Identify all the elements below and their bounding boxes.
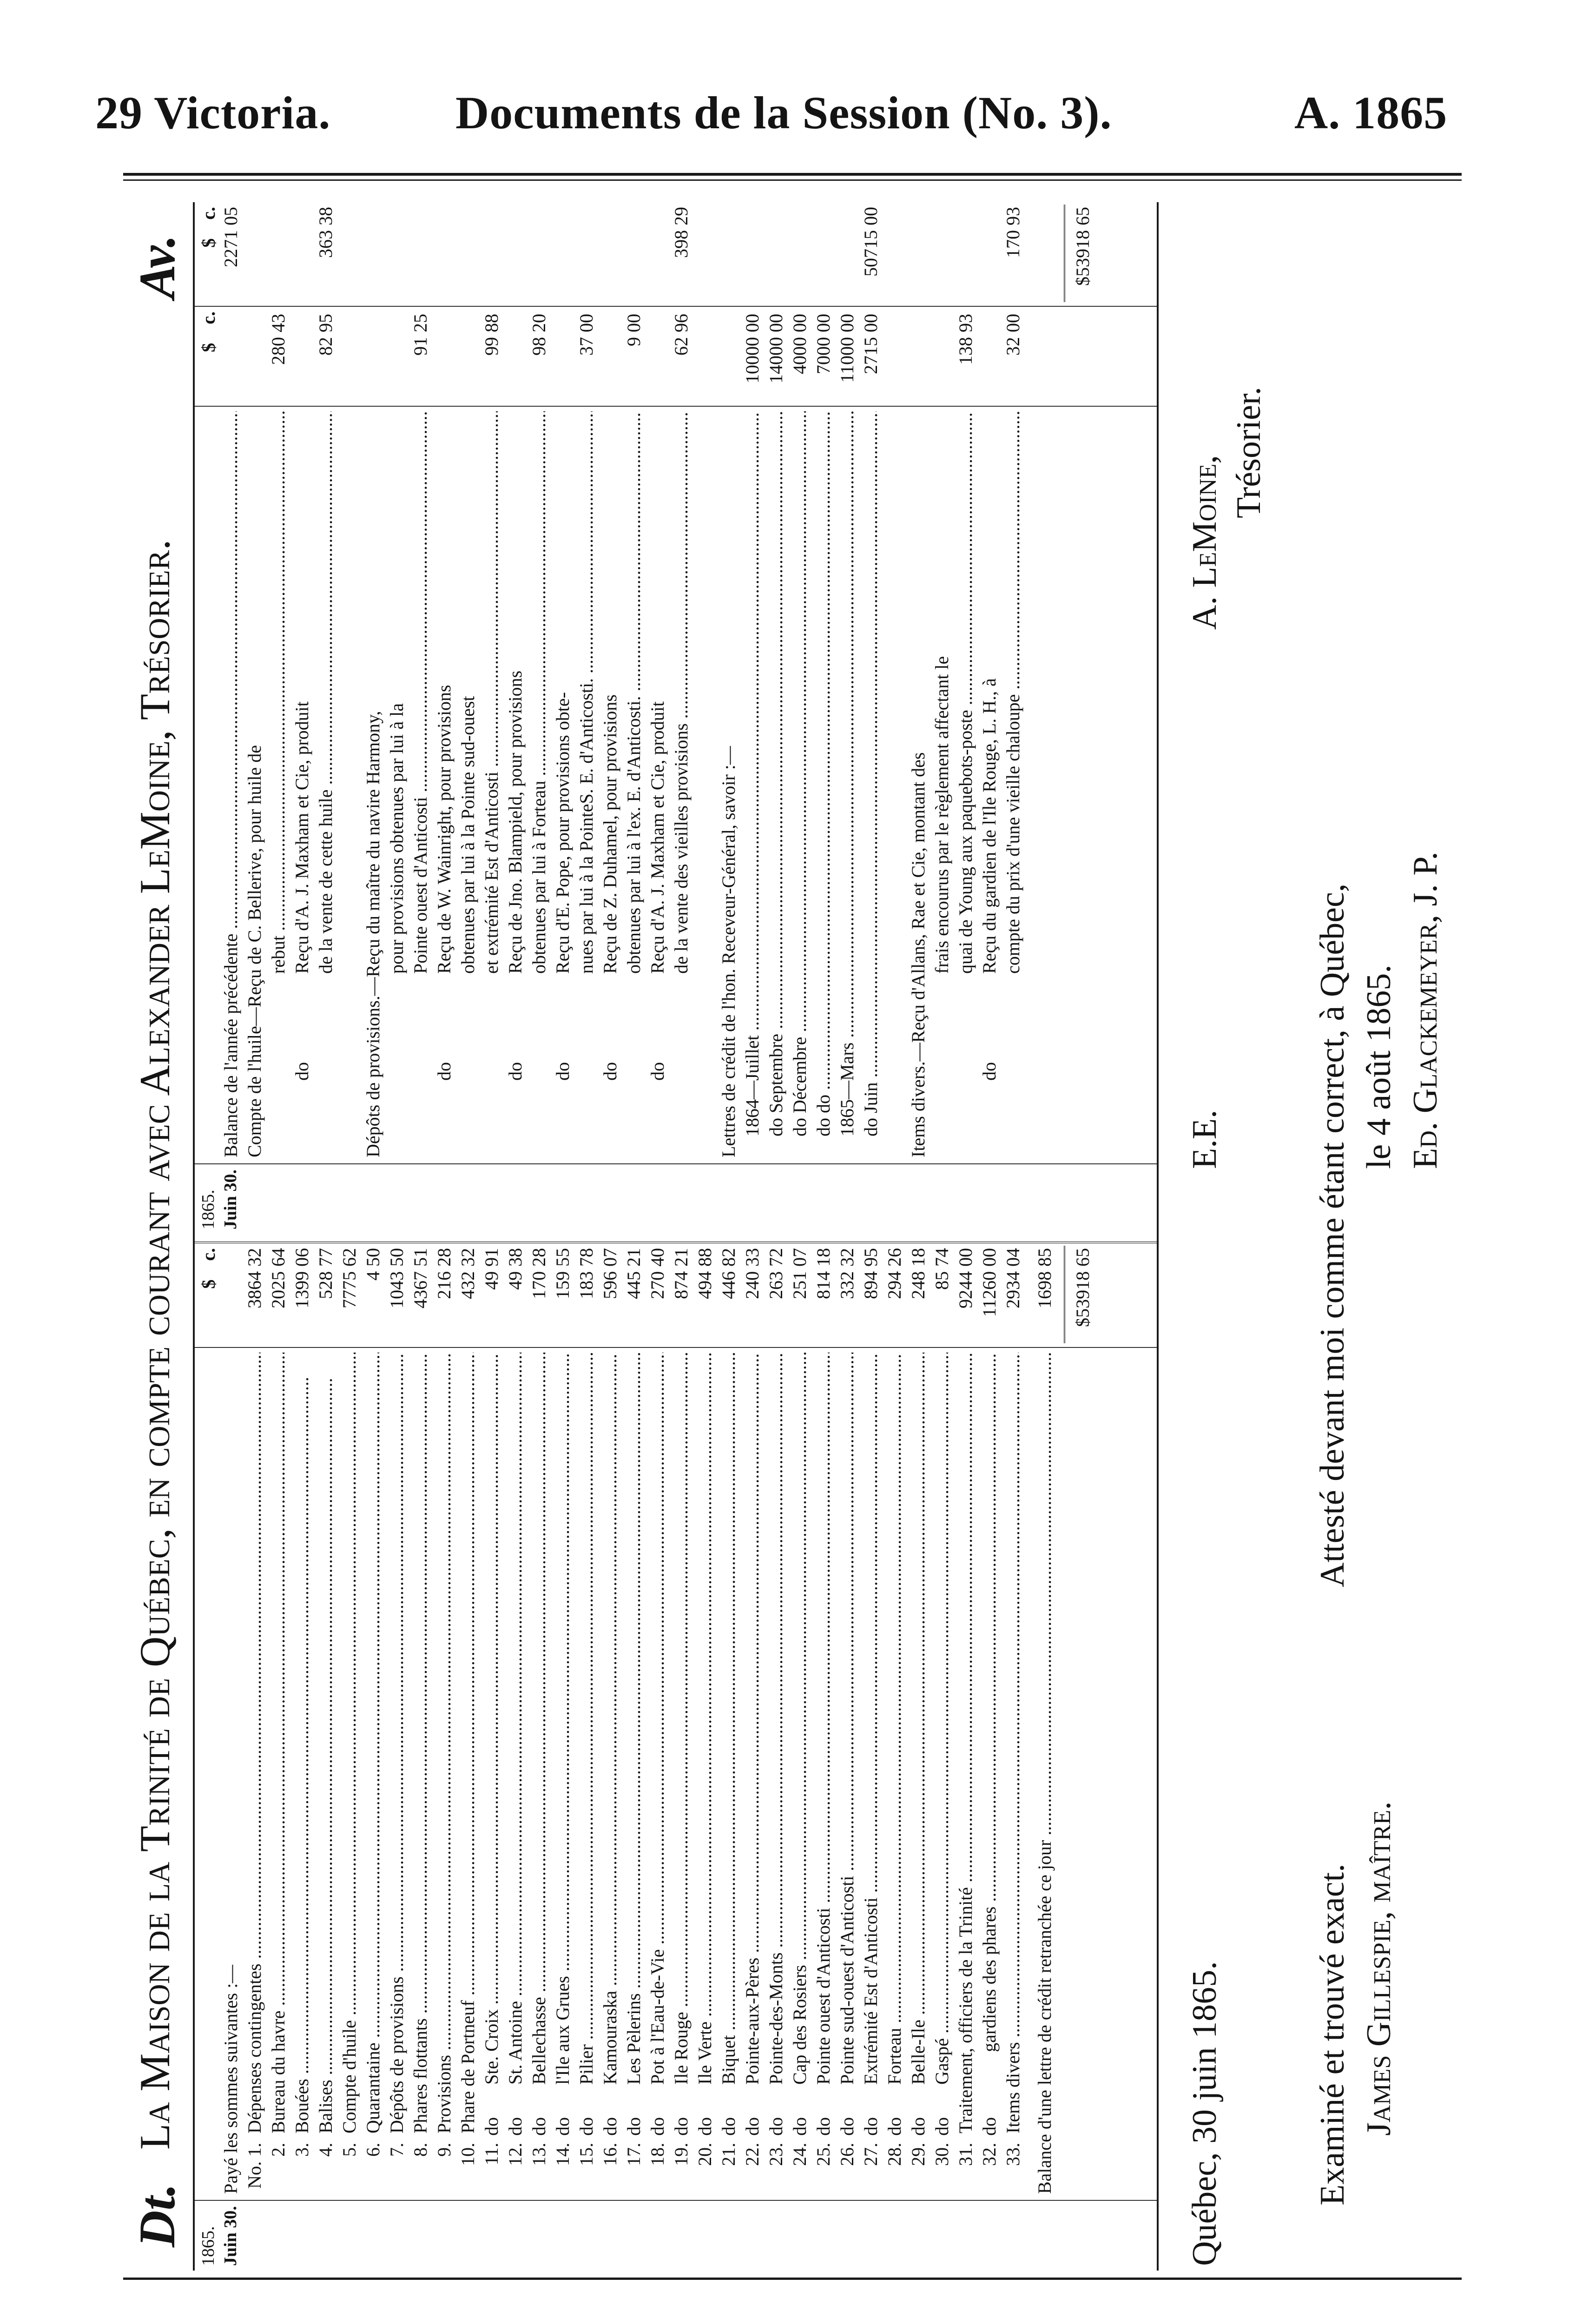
debit-item-number: 7. — [386, 2143, 407, 2157]
credit-amount-inner: 99 88 — [481, 314, 502, 356]
credit-row — [646, 202, 669, 1234]
debit-item-amount: 432 32 — [457, 1248, 478, 1299]
debit-item-number: 12. — [505, 2143, 526, 2166]
debit-row — [954, 1243, 977, 2271]
header-volume: 29 Victoria. — [95, 87, 331, 139]
account-title — [128, 225, 184, 2247]
debit-item-number: 32. — [979, 2143, 1000, 2166]
errors-excepted: E.E. — [1186, 1109, 1224, 1169]
debit-item-ditto: do — [765, 2117, 786, 2136]
credit-row — [527, 202, 551, 1234]
debit-item-amount: 814 18 — [813, 1248, 834, 1299]
debit-row — [622, 1243, 646, 2271]
debit-intro: Payé les sommes suivantes :— — [220, 1964, 241, 2194]
debit-item-ditto: do — [813, 2117, 834, 2136]
debit-item-amount: 4 50 — [363, 1248, 383, 1281]
credit-entry-label: de la vente de cette huile ..... — [314, 411, 337, 974]
debit-item-number: 6. — [363, 2143, 383, 2157]
debit-row — [361, 1243, 385, 2271]
credit-row — [717, 202, 740, 1234]
credit-amount-inner: 62 96 — [671, 314, 692, 356]
debit-date-year: 1865. — [198, 2226, 218, 2266]
credit-row — [669, 202, 693, 1234]
credit-row — [361, 202, 385, 1234]
debit-row — [266, 1243, 290, 2271]
debit-item-label: Items divers ..... — [1001, 1353, 1025, 2133]
debit-item-number: 17. — [623, 2143, 644, 2166]
credit-row — [551, 202, 574, 1234]
debit-item-number: 31. — [955, 2143, 976, 2166]
debit-item-number: 33. — [1002, 2143, 1023, 2166]
debit-side — [195, 1241, 1157, 2271]
credit-total-row — [1071, 202, 1094, 1234]
debit-item-number: 23. — [765, 2143, 786, 2166]
debit-item-label: Pot à l'Eau-de-Vie ..... — [646, 1353, 669, 2085]
debit-item-label: Traitement, officiers de la Trinité ..... — [954, 1353, 977, 2133]
debit-item-label: Quarantaine ..... — [361, 1353, 385, 2133]
debit-row — [480, 1243, 503, 2271]
credit-amount-inner: 11000 00 — [837, 314, 857, 383]
credit-entry-label: pour provisions obtenues par lui à la — [386, 703, 407, 974]
debit-item-amount: 85 74 — [931, 1248, 952, 1290]
credit-amount-inner: 37 00 — [576, 314, 597, 356]
examiner-name: James Gillespie, maître. — [1360, 1801, 1398, 2136]
debit-row — [669, 1243, 693, 2271]
debit-balance-label: Balance d'une lettre de crédit retranchée ce jour ..... — [1033, 1353, 1056, 2194]
debit-row — [811, 1243, 835, 2271]
debit-item-amount: 240 33 — [742, 1248, 763, 1299]
credit-entry-label: Reçu de Z. Duhamel, pour provisions — [600, 694, 620, 974]
debit-item-amount: 596 07 — [600, 1248, 620, 1299]
debit-item-number: 25. — [813, 2143, 834, 2166]
debit-item-label: Phare de Portneuf ..... — [456, 1353, 480, 2133]
credit-entry-label: de la vente des vieilles provisions ..... — [669, 411, 693, 974]
debit-item-number: 20. — [694, 2143, 715, 2166]
debit-row — [409, 1243, 432, 2271]
debit-item-ditto: do — [860, 2117, 881, 2136]
credit-row — [930, 202, 954, 1234]
debit-item-amount: 2934 04 — [1002, 1248, 1023, 1308]
credit-entry-label: compte du prix d'une vieille chaloupe ..... — [1001, 411, 1025, 974]
credit-entry-label: do Décembre ..... — [788, 411, 811, 1136]
debit-marker: Dt. — [129, 2183, 185, 2247]
debit-item-number: 4. — [315, 2143, 336, 2157]
debit-row — [835, 1243, 859, 2271]
debit-row — [740, 1243, 764, 2271]
credit-entry-label: do Juin ..... — [859, 411, 883, 1136]
debit-item-ditto: do — [623, 2117, 644, 2136]
credit-row — [574, 202, 598, 1234]
debit-row — [314, 1243, 337, 2271]
credit-row — [503, 202, 527, 1234]
debit-item-ditto: do — [671, 2117, 692, 2136]
debit-item-number: 16. — [600, 2143, 620, 2166]
debit-row — [859, 1243, 883, 2271]
credit-entry-label: frais encourus par le règlement affectant le — [931, 656, 952, 974]
credit-amount-outer: 170 93 — [1002, 207, 1023, 258]
debit-item-amount: 49 38 — [505, 1248, 526, 1290]
debit-item-number: 5. — [339, 2143, 360, 2157]
account-page — [123, 198, 1462, 2275]
debit-item-label: Pointe-aux-Pères ..... — [740, 1353, 764, 2085]
credit-row — [788, 202, 811, 1234]
debit-item-label: Pointe-des-Monts ..... — [764, 1353, 788, 2085]
debit-item-ditto: do — [481, 2117, 502, 2136]
debit-item-label: Dépenses contingentes ..... — [243, 1353, 266, 2133]
credit-entry-label: obtenues par lui à l'ex. E. d'Anticosti. ..... — [622, 411, 646, 974]
debit-item-number: 18. — [647, 2143, 668, 2166]
debit-item-number: 11. — [481, 2143, 502, 2166]
debit-item-ditto: do — [908, 2117, 929, 2136]
credit-entry-label: Balance de l'année précédente ..... — [219, 411, 243, 1157]
debit-item-label: St. Antoine ..... — [503, 1353, 527, 2085]
page-header — [0, 0, 1569, 186]
credit-row — [859, 202, 883, 1234]
debit-row — [1001, 1243, 1025, 2271]
debit-row — [503, 1243, 527, 2271]
debit-item-number: 22. — [742, 2143, 763, 2166]
debit-item-amount: 494 88 — [694, 1248, 715, 1299]
debit-row — [906, 1243, 930, 2271]
debit-row — [432, 1243, 456, 2271]
debit-item-number: 29. — [908, 2143, 929, 2166]
debit-row — [551, 1243, 574, 2271]
credit-entry-label: 1865—Mars ..... — [835, 411, 859, 1136]
credit-row — [977, 202, 1001, 1234]
credit-total-rule — [1064, 205, 1065, 302]
debit-item-amount: 7775 62 — [339, 1248, 360, 1308]
credit-entry-label: do do ..... — [811, 411, 835, 1136]
credit-ditto: do — [552, 1062, 573, 1081]
credit-row — [622, 202, 646, 1234]
credit-entry-label: Lettres de crédit de l'hon. Receveur-Général, savoir :— — [718, 746, 739, 1157]
credit-row — [314, 202, 337, 1234]
debit-item-label: Phares flottants ..... — [409, 1353, 432, 2133]
credit-entry-label: et extrémité Est d'Anticosti ..... — [480, 411, 503, 974]
credit-amount-inner: 91 25 — [410, 314, 431, 356]
debit-item-number: 10. — [457, 2143, 478, 2166]
credit-amount-inner: 7000 00 — [813, 314, 834, 374]
debit-item-number: 8. — [410, 2143, 431, 2157]
treasurer-name: A. LeMoine, — [1186, 455, 1224, 630]
debit-row — [290, 1243, 314, 2271]
credit-entry-label: do Septembre ..... — [764, 411, 788, 1136]
debit-row — [764, 1243, 788, 2271]
debit-item-amount: 332 32 — [837, 1248, 857, 1299]
debit-row — [574, 1243, 598, 2271]
credit-entry-label: Reçu d'E. Pope, pour provisions obte- — [552, 692, 573, 974]
debit-item-amount: 294 26 — [884, 1248, 905, 1299]
credit-entry-label: Items divers.—Reçu d'Allans, Rae et Cie, montant des — [908, 752, 929, 1157]
debit-item-label: Pilier ..... — [574, 1353, 598, 2085]
credit-row — [409, 202, 432, 1234]
debit-item-ditto: do — [789, 2117, 810, 2136]
credit-amount-inner: 2715 00 — [860, 314, 881, 374]
header-documents: Documents de la Session (No. 3). — [455, 87, 1112, 139]
debit-item-ditto: do — [837, 2117, 857, 2136]
debit-item-number: No. 1. — [244, 2143, 265, 2189]
credit-marker: Av. — [129, 235, 185, 299]
credit-ditto: do — [979, 1062, 1000, 1081]
credit-row — [883, 202, 906, 1234]
credit-entry-label: Reçu d'A. J. Maxham et Cie, produit — [647, 701, 668, 974]
credit-entry-label: Reçu de Jno. Blampield, pour provisions — [505, 670, 526, 974]
debit-item-number: 9. — [434, 2143, 455, 2157]
debit-item-number: 28. — [884, 2143, 905, 2166]
debit-item-label: Bellechasse ..... — [527, 1353, 551, 2085]
debit-item-label: gardiens des phares ..... — [977, 1353, 1001, 2052]
debit-item-number: 24. — [789, 2143, 810, 2166]
debit-item-label: Belle-Ile ..... — [906, 1353, 930, 2085]
credit-entry-label: Pointe ouest d'Anticosti ..... — [409, 411, 432, 974]
credit-row — [835, 202, 859, 1234]
debit-row — [717, 1243, 740, 2271]
header-rule-thin — [123, 179, 1462, 181]
credit-side — [195, 202, 1157, 1234]
debit-item-label: Bureau du havre ..... — [266, 1353, 290, 2133]
debit-item-amount: 446 82 — [718, 1248, 739, 1299]
debit-item-amount: 894 95 — [860, 1248, 881, 1299]
examined-note: Examiné et trouvé exact. — [1313, 1863, 1351, 2205]
credit-date-year: 1865. — [198, 1189, 218, 1229]
debit-item-amount: 263 72 — [765, 1248, 786, 1299]
debit-item-number: 14. — [552, 2143, 573, 2166]
debit-item-number: 13. — [528, 2143, 549, 2166]
debit-item-label: Provisions ..... — [432, 1353, 456, 2133]
debit-item-label: Gaspé ..... — [930, 1353, 954, 2085]
debit-item-ditto: do — [884, 2117, 905, 2136]
credit-row — [456, 202, 480, 1234]
credit-amount-inner: 9 00 — [623, 314, 644, 346]
credit-row — [219, 202, 243, 1234]
credit-amount-outer: 50715 00 — [860, 207, 881, 277]
credit-row — [740, 202, 764, 1234]
credit-total: $53918 65 — [1072, 207, 1093, 286]
credit-row — [693, 202, 717, 1234]
debit-item-amount: 874 21 — [671, 1248, 692, 1299]
debit-item-amount: 4367 51 — [410, 1248, 431, 1308]
debit-item-amount: 49 91 — [481, 1248, 502, 1290]
debit-row — [977, 1243, 1001, 2271]
credit-row — [1001, 202, 1025, 1234]
credit-ditto: do — [434, 1062, 455, 1081]
debit-intro-row — [219, 1350, 243, 2271]
credit-entry-label: obtenues par lui à Forteau ..... — [527, 411, 551, 974]
debit-item-number: 2. — [268, 2143, 289, 2157]
credit-entry-label: nues par lui à la PointeS. E. d'Anticosti. ..... — [574, 411, 598, 974]
credit-entry-label: 1864—Juillet ..... — [740, 411, 764, 1136]
account-title-text: La Maison de la Trinité de Québec, en compte courant avec Alexander LeMoine, Trésorier. — [131, 539, 178, 2150]
debit-item-label: Ste. Croix ..... — [480, 1353, 503, 2085]
debit-item-label: Extrémité Est d'Anticosti ..... — [859, 1353, 883, 2085]
debit-item-ditto: do — [647, 2117, 668, 2136]
debit-row — [337, 1243, 361, 2271]
credit-entry-label: Dépôts de provisions.—Reçu du maître du navire Harmony, — [363, 711, 383, 1157]
debit-item-ditto: do — [694, 2117, 715, 2136]
debit-item-label: Cap des Rosiers ..... — [788, 1353, 811, 2085]
debit-item-amount: 528 77 — [315, 1248, 336, 1299]
debit-item-amount: 216 28 — [434, 1248, 455, 1299]
debit-item-amount: 11260 00 — [979, 1248, 1000, 1317]
debit-date-day: Juin 30. — [221, 2206, 240, 2266]
credit-amount-inner: 82 95 — [315, 314, 336, 356]
bottom-rule — [123, 2278, 1462, 2280]
debit-item-ditto: do — [505, 2117, 526, 2136]
header-year: A. 1865 — [1294, 87, 1448, 139]
debit-total-row — [1071, 1243, 1094, 2271]
credit-row — [811, 202, 835, 1234]
debit-item-ditto: do — [552, 2117, 573, 2136]
credit-amount-outer: 363 38 — [315, 207, 336, 258]
credit-amount-inner: 4000 00 — [789, 314, 810, 374]
credit-dollar-head-2: $ c. — [198, 207, 219, 248]
debit-item-ditto: do — [528, 2117, 549, 2136]
debit-item-ditto: do — [979, 2117, 1000, 2136]
debit-item-amount: 183 78 — [576, 1248, 597, 1299]
credit-dollar-head-1: $ c. — [198, 311, 219, 352]
debit-row — [646, 1243, 669, 2271]
credit-entry-label: quai de Young aux paquebots-poste ..... — [954, 411, 977, 974]
debit-row — [456, 1243, 480, 2271]
debit-item-amount: 170 28 — [528, 1248, 549, 1299]
credit-row — [337, 202, 361, 1234]
debit-row — [693, 1243, 717, 2271]
debit-row — [385, 1243, 409, 2271]
credit-ditto: do — [600, 1062, 620, 1081]
debit-item-number: 15. — [576, 2143, 597, 2166]
credit-entry-label: obtenues par lui à la Pointe sud-ouest — [457, 696, 478, 974]
debit-dollar-head: $ c. — [198, 1248, 219, 1289]
debit-total-rule — [1064, 1246, 1065, 1343]
credit-entry-label: Compte de l'huile—Reçu de C. Bellerive, pour huile de — [244, 745, 265, 1157]
debit-item-ditto: do — [576, 2117, 597, 2136]
debit-total: $53918 65 — [1072, 1248, 1093, 1327]
debit-item-amount: 445 21 — [623, 1248, 644, 1299]
debit-item-amount: 270 40 — [647, 1248, 668, 1299]
debit-item-amount: 248 18 — [908, 1248, 929, 1299]
credit-row — [480, 202, 503, 1234]
attestation-line-1: Attesté devant moi comme étant correct, à Québec, — [1313, 883, 1351, 1587]
debit-item-ditto: do — [718, 2117, 739, 2136]
credit-row — [385, 202, 409, 1234]
debit-item-amount: 2025 64 — [268, 1248, 289, 1308]
debit-item-number: 3. — [291, 2143, 312, 2157]
credit-row — [266, 202, 290, 1234]
debit-item-label: Biquet ..... — [717, 1353, 740, 2085]
debit-balance-amount: 1698 85 — [1034, 1248, 1055, 1308]
debit-item-amount: 3864 32 — [244, 1248, 265, 1308]
credit-ditto: do — [505, 1062, 526, 1081]
credit-amount-inner: 280 43 — [268, 314, 289, 365]
debit-row — [598, 1243, 622, 2271]
treasurer-title: Trésorier. — [1230, 387, 1268, 518]
credit-row — [906, 202, 930, 1234]
credit-ditto: do — [647, 1062, 668, 1081]
debit-row — [788, 1243, 811, 2271]
credit-row — [290, 202, 314, 1234]
debit-item-amount: 1043 50 — [386, 1248, 407, 1308]
debit-item-label: Compte d'huile ..... — [337, 1353, 361, 2133]
credit-entry-label: Reçu de W. Wainright, pour provisions — [434, 685, 455, 974]
debit-row — [243, 1243, 266, 2271]
debit-row — [883, 1243, 906, 2271]
debit-row — [930, 1243, 954, 2271]
debit-item-ditto: do — [931, 2117, 952, 2136]
credit-row — [954, 202, 977, 1234]
ledger — [193, 202, 1159, 2271]
debit-item-label: Ile Rouge ..... — [669, 1353, 693, 2085]
credit-row — [432, 202, 456, 1234]
debit-item-label: Forteau ..... — [883, 1353, 906, 2085]
debit-balance-row — [1033, 1243, 1056, 2271]
debit-item-number: 30. — [931, 2143, 952, 2166]
debit-item-amount: 9244 00 — [955, 1248, 976, 1308]
credit-entry-label: Reçu du gardien de l'Ile Rouge, L. H., à — [979, 678, 1000, 974]
debit-item-number: 21. — [718, 2143, 739, 2166]
debit-item-amount: 159 55 — [552, 1248, 573, 1299]
debit-item-amount: 1399 06 — [291, 1248, 312, 1308]
justice-of-peace: Ed. Glackemeyer, J. P. — [1406, 852, 1444, 1169]
debit-item-amount: 251 07 — [789, 1248, 810, 1299]
debit-item-label: Balises ..... — [314, 1353, 337, 2133]
credit-amount-inner: 32 00 — [1002, 314, 1023, 356]
debit-item-label: Bouées ..... — [290, 1353, 314, 2133]
debit-item-label: l'Ile aux Grues ..... — [551, 1353, 574, 2085]
debit-item-ditto: do — [600, 2117, 620, 2136]
credit-date-day: Juin 30. — [221, 1169, 240, 1229]
attestation-line-2: le 4 août 1865. — [1360, 964, 1398, 1169]
debit-item-number: 27. — [860, 2143, 881, 2166]
credit-amount-outer: 398 29 — [671, 207, 692, 258]
credit-amount-inner: 10000 00 — [742, 314, 763, 383]
credit-amount-outer: 2271 05 — [220, 207, 241, 267]
debit-row — [527, 1243, 551, 2271]
place-date: Québec, 30 juin 1865. — [1186, 1961, 1224, 2266]
credit-entry-label: Reçu d'A. J. Maxham et Cie, produit — [291, 701, 312, 974]
debit-item-label: Pointe sud-ouest d'Anticosti ..... — [835, 1353, 859, 2085]
credit-row — [598, 202, 622, 1234]
debit-item-label: Kamouraska ..... — [598, 1353, 622, 2085]
credit-amount-inner: 14000 00 — [765, 314, 786, 383]
debit-item-number: 26. — [837, 2143, 857, 2166]
debit-item-label: Dépôts de provisions ..... — [385, 1353, 409, 2133]
debit-item-number: 19. — [671, 2143, 692, 2166]
credit-amount-inner: 98 20 — [528, 314, 549, 356]
debit-item-label: Pointe ouest d'Anticosti ..... — [811, 1353, 835, 2085]
debit-item-label: Les Pèlerins ..... — [622, 1353, 646, 2085]
credit-entry-label: rebut ..... — [266, 411, 290, 974]
header-rule — [123, 173, 1462, 176]
credit-row — [243, 202, 266, 1234]
credit-ditto: do — [291, 1062, 312, 1081]
debit-item-label: Ile Verte ..... — [693, 1353, 717, 2085]
credit-row — [764, 202, 788, 1234]
credit-amount-inner: 138 93 — [955, 314, 976, 365]
debit-item-ditto: do — [742, 2117, 763, 2136]
